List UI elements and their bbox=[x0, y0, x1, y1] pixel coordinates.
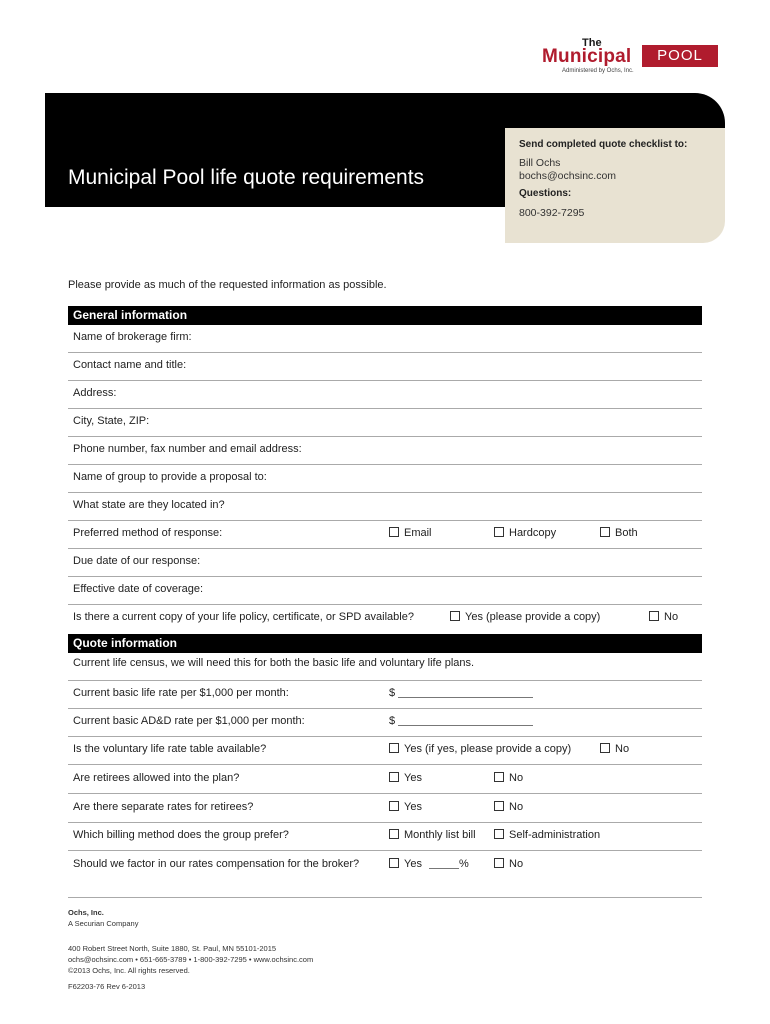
checkbox[interactable] bbox=[649, 611, 659, 621]
checkbox[interactable] bbox=[450, 611, 460, 621]
footer-contacts: ochs@ochsinc.com • 651-665-3789 • 1-800-392-7295 • www.ochsinc.com bbox=[68, 955, 314, 964]
option-hardcopy[interactable]: Hardcopy bbox=[494, 527, 556, 539]
page-title: Municipal Pool life quote requirements bbox=[68, 166, 425, 189]
question-label: Is there a current copy of your life policy, certificate, or SPD available? bbox=[73, 611, 414, 623]
row-effective-date[interactable] bbox=[68, 577, 702, 605]
footer-company: Ochs, Inc. bbox=[68, 908, 104, 917]
quote-information-header: Quote information bbox=[68, 634, 702, 653]
checkbox[interactable] bbox=[494, 858, 504, 868]
question-label: Due date of our response: bbox=[73, 555, 201, 567]
checkbox[interactable] bbox=[494, 829, 504, 839]
question-label: Which billing method does the group prefer? bbox=[73, 829, 289, 841]
row-state[interactable] bbox=[68, 493, 702, 521]
option-compensation-no[interactable]: No bbox=[494, 858, 523, 870]
row-address[interactable] bbox=[68, 381, 702, 409]
logo-the: The bbox=[582, 37, 602, 49]
question-label: Are retirees allowed into the plan? bbox=[73, 772, 240, 784]
send-label: Send completed quote checklist to: bbox=[519, 139, 688, 150]
contact-phone: 800-392-7295 bbox=[519, 207, 585, 219]
row-billing-method bbox=[68, 823, 702, 851]
option-retiree-rates-no[interactable]: No bbox=[494, 801, 523, 813]
contact-box bbox=[505, 128, 725, 243]
option-compensation-yes[interactable]: Yes % bbox=[389, 858, 469, 870]
divider bbox=[68, 897, 702, 898]
contact-email: bochs@ochsinc.com bbox=[519, 170, 617, 182]
row-add-rate bbox=[68, 709, 702, 737]
option-both[interactable]: Both bbox=[600, 527, 638, 539]
option-copy-no[interactable]: No bbox=[649, 611, 678, 623]
checkbox[interactable] bbox=[389, 527, 399, 537]
checkbox[interactable] bbox=[389, 858, 399, 868]
option-monthly-list-bill[interactable]: Monthly list bill bbox=[389, 829, 476, 841]
question-label: Are there separate rates for retirees? bbox=[73, 801, 254, 813]
row-city-state-zip[interactable] bbox=[68, 409, 702, 437]
option-voluntary-no[interactable]: No bbox=[600, 743, 629, 755]
question-label: Is the voluntary life rate table available? bbox=[73, 743, 267, 755]
question-label: What state are they located in? bbox=[73, 499, 225, 511]
logo-pool: POOL bbox=[642, 45, 718, 67]
questions-label: Questions: bbox=[519, 188, 572, 199]
question-label: Phone number, fax number and email address: bbox=[73, 443, 302, 455]
general-information-header: General information bbox=[68, 306, 702, 325]
question-label: Preferred method of response: bbox=[73, 527, 223, 539]
percent-field[interactable] bbox=[429, 868, 459, 869]
row-contact-name[interactable] bbox=[68, 353, 702, 381]
option-retiree-rates-yes[interactable]: Yes bbox=[389, 801, 422, 813]
question-label: Current basic AD&D rate per $1,000 per month: bbox=[73, 715, 305, 727]
question-label: Should we factor in our rates compensation for the broker? bbox=[73, 858, 360, 870]
add-rate-field[interactable]: $ bbox=[389, 715, 533, 727]
row-policy-copy bbox=[68, 605, 702, 633]
question-label: Name of brokerage firm: bbox=[73, 331, 192, 343]
row-retiree-rates bbox=[68, 795, 702, 823]
question-label: Name of group to provide a proposal to: bbox=[73, 471, 267, 483]
option-copy-yes[interactable]: Yes (please provide a copy) bbox=[450, 611, 600, 623]
checkbox[interactable] bbox=[600, 527, 610, 537]
checkbox[interactable] bbox=[494, 527, 504, 537]
row-retirees-allowed bbox=[68, 766, 702, 794]
option-retirees-no[interactable]: No bbox=[494, 772, 523, 784]
checkbox[interactable] bbox=[389, 801, 399, 811]
checkbox[interactable] bbox=[389, 743, 399, 753]
footer-form-number: F62203-76 Rev 6-2013 bbox=[68, 982, 146, 991]
question-label: City, State, ZIP: bbox=[73, 415, 150, 427]
option-email[interactable]: Email bbox=[389, 527, 432, 539]
row-phone-fax-email[interactable] bbox=[68, 437, 702, 465]
row-basic-life-rate bbox=[68, 681, 702, 709]
footer-subsidiary: A Securian Company bbox=[68, 919, 139, 928]
question-label: Effective date of coverage: bbox=[73, 583, 204, 595]
question-label: Current basic life rate per $1,000 per month: bbox=[73, 687, 289, 699]
row-brokerage-firm[interactable] bbox=[68, 325, 702, 353]
logo-administered-by: Administered by Ochs, Inc. bbox=[562, 68, 634, 74]
question-label: Address: bbox=[73, 387, 117, 399]
checkbox[interactable] bbox=[494, 801, 504, 811]
checkbox[interactable] bbox=[494, 772, 504, 782]
question-label: Contact name and title: bbox=[73, 359, 187, 371]
census-note: Current life census, we will need this for both the basic life and voluntary life plans. bbox=[73, 657, 475, 669]
option-self-administration[interactable]: Self-administration bbox=[494, 829, 600, 841]
intro-text: Please provide as much of the requested information as possible. bbox=[68, 279, 387, 291]
basic-life-rate-field[interactable]: $ bbox=[389, 687, 533, 699]
checkbox[interactable] bbox=[389, 772, 399, 782]
option-voluntary-yes[interactable]: Yes (if yes, please provide a copy) bbox=[389, 743, 571, 755]
row-voluntary-table bbox=[68, 737, 702, 765]
row-census-note bbox=[68, 653, 702, 681]
municipal-pool-logo bbox=[542, 37, 722, 77]
row-due-date[interactable] bbox=[68, 549, 702, 577]
row-group-name[interactable] bbox=[68, 465, 702, 493]
checkbox[interactable] bbox=[389, 829, 399, 839]
logo-municipal: Municipal bbox=[542, 46, 632, 67]
row-response-method bbox=[68, 521, 702, 549]
contact-name: Bill Ochs bbox=[519, 157, 561, 169]
footer-copyright: ©2013 Ochs, Inc. All rights reserved. bbox=[68, 966, 190, 975]
row-broker-compensation bbox=[68, 852, 702, 880]
checkbox[interactable] bbox=[600, 743, 610, 753]
footer-address: 400 Robert Street North, Suite 1880, St. Paul, MN 55101-2015 bbox=[68, 944, 277, 953]
option-retirees-yes[interactable]: Yes bbox=[389, 772, 422, 784]
